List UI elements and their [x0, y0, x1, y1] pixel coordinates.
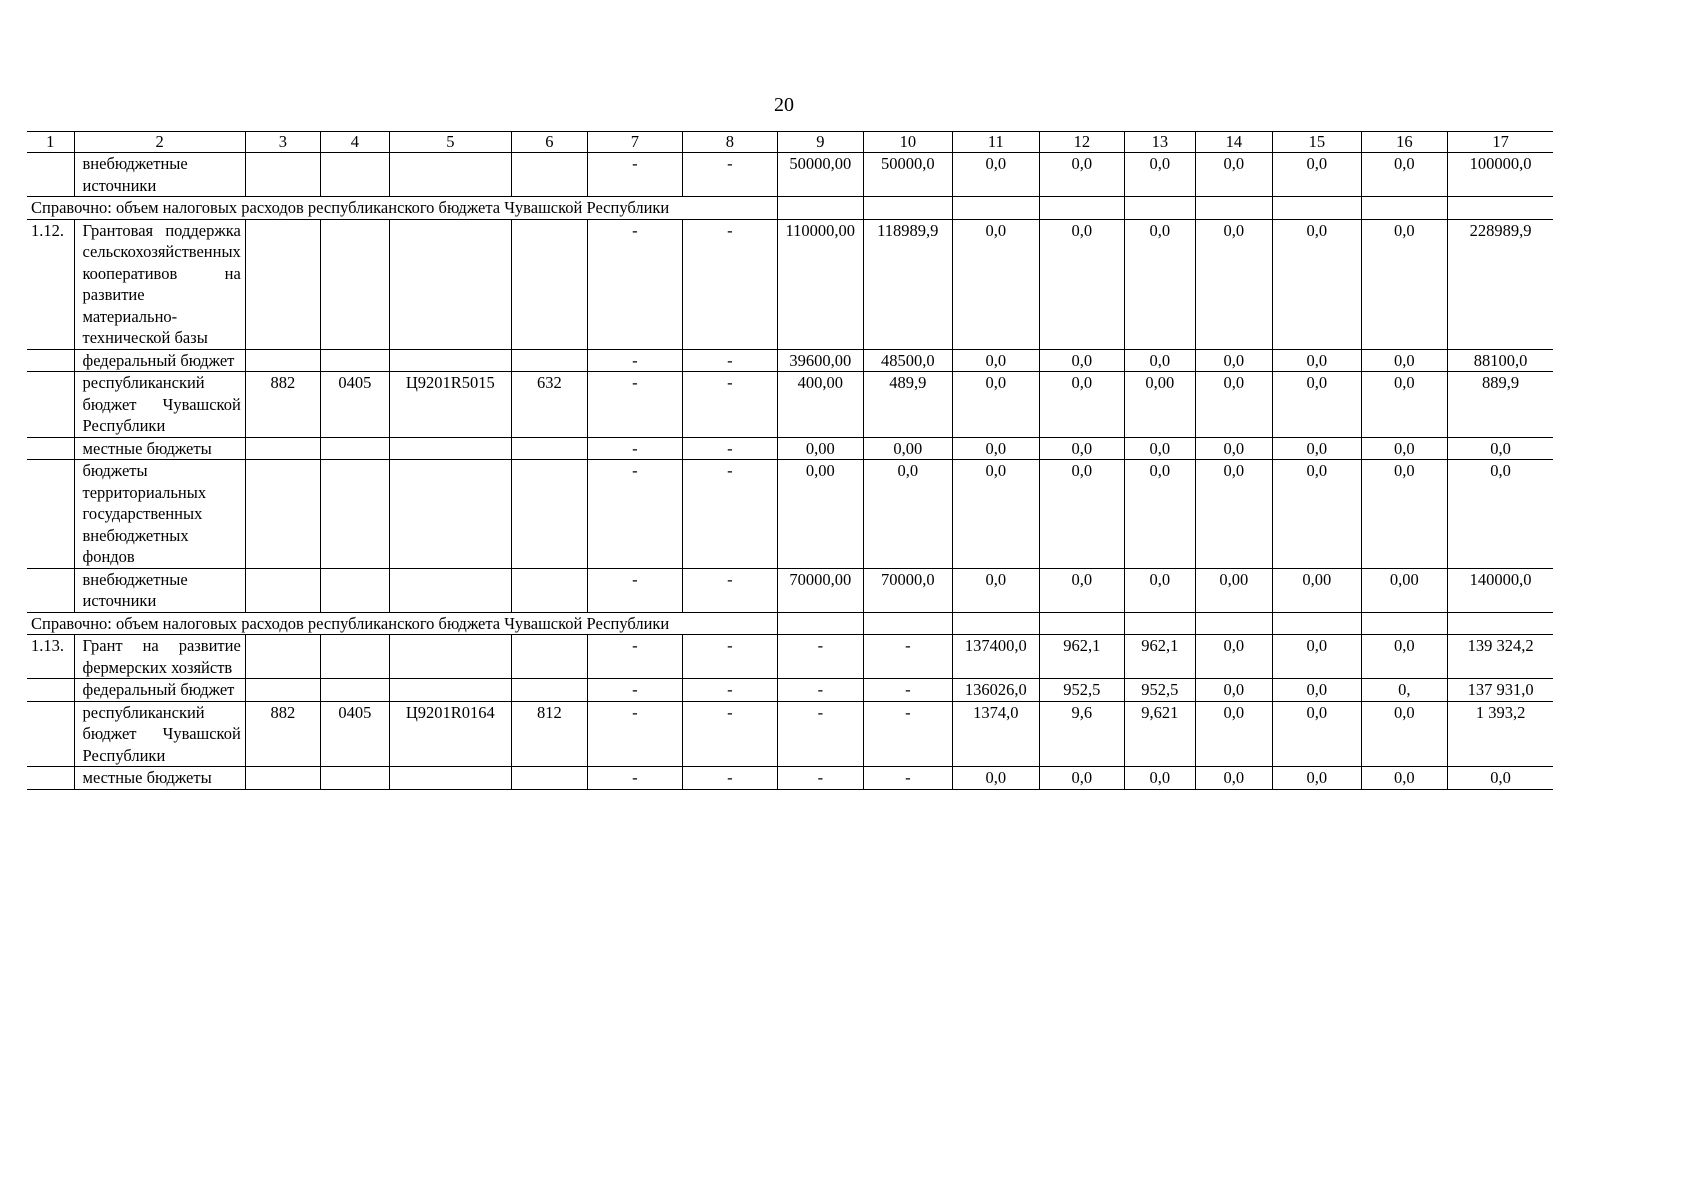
row-number-cell: 1.13.: [27, 635, 74, 679]
value-cell: 0,: [1361, 679, 1447, 702]
value-cell: 0,0: [952, 437, 1039, 460]
row-number-cell: [27, 372, 74, 438]
table-body: [27, 132, 1553, 790]
value-cell: -: [863, 635, 952, 679]
value-cell: 0,0: [1039, 153, 1124, 197]
value-cell: [389, 349, 511, 372]
value-cell: 70000,0: [863, 568, 952, 612]
value-cell: 88100,0: [1447, 349, 1553, 372]
value-cell: -: [863, 679, 952, 702]
value-cell: 0,0: [1272, 635, 1361, 679]
value-cell: 0,0: [1272, 153, 1361, 197]
value-cell: 0,0: [1039, 767, 1124, 790]
row-number-cell: [27, 568, 74, 612]
value-cell: [389, 437, 511, 460]
value-cell: 962,1: [1124, 635, 1195, 679]
value-cell: -: [682, 349, 777, 372]
value-cell: [320, 460, 389, 569]
value-cell: -: [587, 635, 682, 679]
value-cell: [389, 219, 511, 349]
value-cell: 0,0: [1124, 349, 1195, 372]
reference-note-row: [27, 612, 1553, 635]
value-cell: -: [777, 701, 863, 767]
value-cell: [389, 767, 511, 790]
row-label-cell: местные бюджеты: [74, 437, 245, 460]
value-cell: -: [587, 767, 682, 790]
empty-cell: [1124, 612, 1195, 635]
empty-cell: [1447, 197, 1553, 220]
empty-cell: [1195, 612, 1272, 635]
value-cell: 0,0: [1039, 349, 1124, 372]
value-cell: -: [863, 701, 952, 767]
value-cell: [389, 635, 511, 679]
value-cell: 0,0: [1361, 372, 1447, 438]
row-label-cell: федеральный бюджет: [74, 349, 245, 372]
value-cell: [245, 635, 320, 679]
value-cell: 0,0: [1447, 437, 1553, 460]
value-cell: 1 393,2: [1447, 701, 1553, 767]
value-cell: [245, 568, 320, 612]
value-cell: 400,00: [777, 372, 863, 438]
value-cell: 9,6: [1039, 701, 1124, 767]
value-cell: 0,0: [952, 372, 1039, 438]
value-cell: -: [587, 372, 682, 438]
column-number: 13: [1124, 132, 1195, 153]
value-cell: 0,00: [1361, 568, 1447, 612]
value-cell: 0,0: [1361, 701, 1447, 767]
value-cell: 882: [245, 372, 320, 438]
empty-cell: [1447, 612, 1553, 635]
value-cell: 0,0: [1272, 437, 1361, 460]
value-cell: 9,621: [1124, 701, 1195, 767]
value-cell: 39600,00: [777, 349, 863, 372]
value-cell: -: [682, 679, 777, 702]
value-cell: 0,0: [1195, 153, 1272, 197]
value-cell: 0,0: [1272, 349, 1361, 372]
value-cell: 228989,9: [1447, 219, 1553, 349]
table-row: [27, 701, 1553, 767]
value-cell: Ц9201R5015: [389, 372, 511, 438]
value-cell: 0,0: [1272, 460, 1361, 569]
value-cell: 140000,0: [1447, 568, 1553, 612]
empty-cell: [1039, 197, 1124, 220]
value-cell: -: [587, 701, 682, 767]
value-cell: [511, 568, 587, 612]
column-number: 12: [1039, 132, 1124, 153]
value-cell: 0,0: [1195, 679, 1272, 702]
value-cell: 0,0: [1447, 767, 1553, 790]
value-cell: 0,0: [1195, 349, 1272, 372]
value-cell: -: [587, 679, 682, 702]
empty-cell: [1361, 612, 1447, 635]
value-cell: 0,0: [1447, 460, 1553, 569]
value-cell: -: [682, 701, 777, 767]
value-cell: 0,0: [1272, 372, 1361, 438]
value-cell: 0,0: [952, 568, 1039, 612]
value-cell: [320, 219, 389, 349]
reference-note: Справочно: объем налоговых расходов республиканского бюджета Чувашской Республики: [27, 612, 777, 635]
value-cell: 0,0: [1124, 437, 1195, 460]
value-cell: 0,0: [1272, 767, 1361, 790]
value-cell: -: [587, 437, 682, 460]
value-cell: 882: [245, 701, 320, 767]
value-cell: 489,9: [863, 372, 952, 438]
row-label-cell: Грант на развитие фермерских хозяйств: [74, 635, 245, 679]
value-cell: [245, 460, 320, 569]
value-cell: 139 324,2: [1447, 635, 1553, 679]
value-cell: 0,00: [1272, 568, 1361, 612]
value-cell: 0,0: [1361, 460, 1447, 569]
column-number: 4: [320, 132, 389, 153]
column-number: 7: [587, 132, 682, 153]
budget-table: [27, 131, 1553, 790]
value-cell: 0,0: [952, 460, 1039, 569]
value-cell: 0,0: [1272, 679, 1361, 702]
table-row: [27, 767, 1553, 790]
value-cell: 0,0: [952, 767, 1039, 790]
value-cell: [245, 437, 320, 460]
column-number-header-row: [27, 132, 1553, 153]
value-cell: 0,0: [1124, 568, 1195, 612]
value-cell: -: [587, 219, 682, 349]
row-label-cell: бюджеты территориальных государственных внебюджетных фондов: [74, 460, 245, 569]
value-cell: 0,0: [1039, 568, 1124, 612]
empty-cell: [952, 612, 1039, 635]
value-cell: 0,0: [1195, 372, 1272, 438]
value-cell: 0,0: [1361, 219, 1447, 349]
value-cell: 50000,00: [777, 153, 863, 197]
column-number: 8: [682, 132, 777, 153]
row-label-cell: внебюджетные источники: [74, 568, 245, 612]
value-cell: 137400,0: [952, 635, 1039, 679]
value-cell: 0,0: [1361, 437, 1447, 460]
value-cell: 0,00: [863, 437, 952, 460]
column-number: 14: [1195, 132, 1272, 153]
value-cell: -: [587, 568, 682, 612]
value-cell: 0,0: [1272, 219, 1361, 349]
row-number-cell: [27, 349, 74, 372]
reference-note-row: [27, 197, 1553, 220]
row-number-cell: 1.12.: [27, 219, 74, 349]
value-cell: 0,0: [1124, 219, 1195, 349]
empty-cell: [863, 197, 952, 220]
value-cell: [245, 219, 320, 349]
column-number: 16: [1361, 132, 1447, 153]
empty-cell: [777, 197, 863, 220]
value-cell: [389, 679, 511, 702]
row-label-cell: республиканский бюджет Чувашской Республики: [74, 701, 245, 767]
value-cell: 889,9: [1447, 372, 1553, 438]
value-cell: -: [587, 460, 682, 569]
value-cell: -: [587, 153, 682, 197]
value-cell: 0,0: [1195, 437, 1272, 460]
column-number: 5: [389, 132, 511, 153]
value-cell: 0,00: [1195, 568, 1272, 612]
value-cell: -: [682, 153, 777, 197]
value-cell: [511, 679, 587, 702]
value-cell: [511, 153, 587, 197]
value-cell: 137 931,0: [1447, 679, 1553, 702]
value-cell: 0,00: [1124, 372, 1195, 438]
value-cell: 0,0: [1124, 767, 1195, 790]
row-number-cell: [27, 153, 74, 197]
value-cell: -: [682, 568, 777, 612]
row-label-cell: республиканский бюджет Чувашской Республики: [74, 372, 245, 438]
value-cell: [320, 635, 389, 679]
column-number: 15: [1272, 132, 1361, 153]
value-cell: 0,0: [1039, 437, 1124, 460]
empty-cell: [1272, 612, 1361, 635]
column-number: 10: [863, 132, 952, 153]
value-cell: 1374,0: [952, 701, 1039, 767]
value-cell: -: [682, 372, 777, 438]
value-cell: 952,5: [1039, 679, 1124, 702]
value-cell: -: [863, 767, 952, 790]
row-label-cell: федеральный бюджет: [74, 679, 245, 702]
value-cell: [389, 568, 511, 612]
value-cell: 952,5: [1124, 679, 1195, 702]
table-row: [27, 635, 1553, 679]
table-row: [27, 153, 1553, 197]
value-cell: 0405: [320, 701, 389, 767]
value-cell: 0,0: [1039, 460, 1124, 569]
value-cell: 136026,0: [952, 679, 1039, 702]
row-number-cell: [27, 437, 74, 460]
value-cell: 0,00: [777, 460, 863, 569]
row-number-cell: [27, 679, 74, 702]
value-cell: -: [587, 349, 682, 372]
empty-cell: [1361, 197, 1447, 220]
value-cell: 0,0: [1124, 460, 1195, 569]
row-label-cell: местные бюджеты: [74, 767, 245, 790]
value-cell: [245, 679, 320, 702]
column-number: 11: [952, 132, 1039, 153]
value-cell: 0,0: [1195, 635, 1272, 679]
row-label-cell: внебюджетные источники: [74, 153, 245, 197]
value-cell: -: [682, 219, 777, 349]
empty-cell: [863, 612, 952, 635]
value-cell: 0,0: [1195, 701, 1272, 767]
empty-cell: [1272, 197, 1361, 220]
value-cell: -: [682, 437, 777, 460]
value-cell: [389, 153, 511, 197]
table-row: [27, 460, 1553, 569]
value-cell: 632: [511, 372, 587, 438]
page-number: 20: [774, 94, 794, 116]
value-cell: [320, 437, 389, 460]
empty-cell: [952, 197, 1039, 220]
value-cell: [245, 767, 320, 790]
column-number: 3: [245, 132, 320, 153]
value-cell: 48500,0: [863, 349, 952, 372]
value-cell: 0,0: [1361, 767, 1447, 790]
table-row: [27, 219, 1553, 349]
value-cell: 0,00: [777, 437, 863, 460]
value-cell: 0,0: [952, 219, 1039, 349]
value-cell: [320, 767, 389, 790]
value-cell: 0,0: [1361, 635, 1447, 679]
value-cell: 0,0: [1195, 219, 1272, 349]
value-cell: [511, 349, 587, 372]
value-cell: Ц9201R0164: [389, 701, 511, 767]
value-cell: 0,0: [952, 153, 1039, 197]
row-label-cell: Грантовая поддержка сельскохозяйственных кооперативов на развитие материально-технической базы: [74, 219, 245, 349]
value-cell: [320, 568, 389, 612]
value-cell: -: [777, 679, 863, 702]
row-number-cell: [27, 701, 74, 767]
value-cell: [245, 153, 320, 197]
table-row: [27, 437, 1553, 460]
value-cell: -: [682, 635, 777, 679]
value-cell: 100000,0: [1447, 153, 1553, 197]
value-cell: -: [682, 460, 777, 569]
value-cell: 0,0: [1361, 153, 1447, 197]
value-cell: [389, 460, 511, 569]
value-cell: 0,0: [863, 460, 952, 569]
value-cell: 962,1: [1039, 635, 1124, 679]
value-cell: [245, 349, 320, 372]
value-cell: 812: [511, 701, 587, 767]
column-number: 6: [511, 132, 587, 153]
table-row: [27, 568, 1553, 612]
value-cell: 0,0: [952, 349, 1039, 372]
value-cell: 0,0: [1039, 372, 1124, 438]
value-cell: [511, 767, 587, 790]
table-row: [27, 372, 1553, 438]
column-number: 2: [74, 132, 245, 153]
empty-cell: [1195, 197, 1272, 220]
value-cell: [320, 679, 389, 702]
value-cell: [511, 437, 587, 460]
empty-cell: [1124, 197, 1195, 220]
value-cell: 0,0: [1195, 767, 1272, 790]
row-number-cell: [27, 767, 74, 790]
value-cell: 0,0: [1272, 701, 1361, 767]
value-cell: 0,0: [1124, 153, 1195, 197]
table-row: [27, 349, 1553, 372]
value-cell: [511, 219, 587, 349]
value-cell: [320, 153, 389, 197]
value-cell: -: [777, 767, 863, 790]
value-cell: [320, 349, 389, 372]
value-cell: 0,0: [1361, 349, 1447, 372]
value-cell: 118989,9: [863, 219, 952, 349]
value-cell: 0405: [320, 372, 389, 438]
column-number: 17: [1447, 132, 1553, 153]
empty-cell: [777, 612, 863, 635]
value-cell: [511, 460, 587, 569]
value-cell: 70000,00: [777, 568, 863, 612]
empty-cell: [1039, 612, 1124, 635]
column-number: 1: [27, 132, 74, 153]
column-number: 9: [777, 132, 863, 153]
value-cell: -: [682, 767, 777, 790]
row-number-cell: [27, 460, 74, 569]
value-cell: 0,0: [1039, 219, 1124, 349]
value-cell: [511, 635, 587, 679]
table-row: [27, 679, 1553, 702]
value-cell: 50000,0: [863, 153, 952, 197]
value-cell: -: [777, 635, 863, 679]
value-cell: 110000,00: [777, 219, 863, 349]
reference-note: Справочно: объем налоговых расходов республиканского бюджета Чувашской Республики: [27, 197, 777, 220]
value-cell: 0,0: [1195, 460, 1272, 569]
